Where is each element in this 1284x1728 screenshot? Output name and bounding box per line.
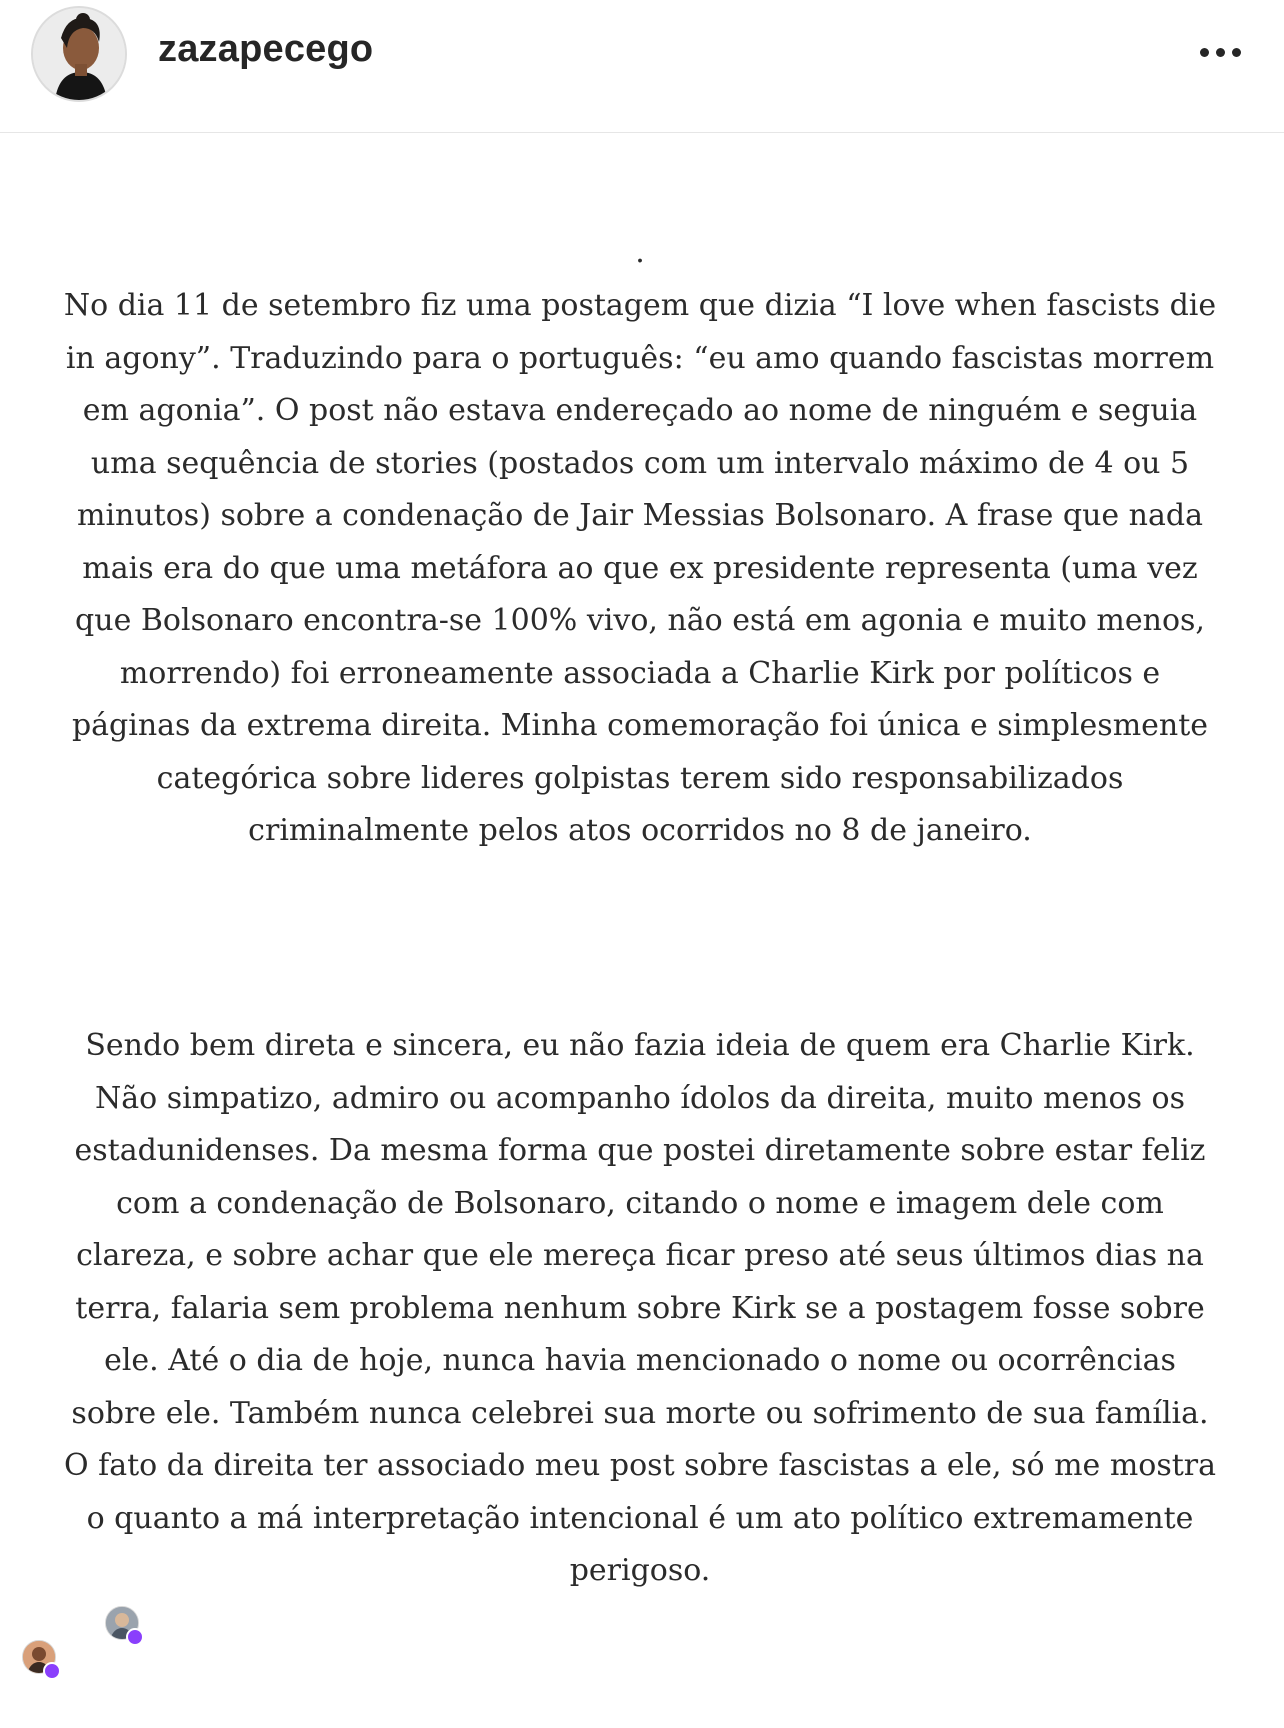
post-header bbox=[0, 0, 1284, 133]
more-dot bbox=[1200, 48, 1209, 57]
post-content bbox=[0, 133, 1284, 1728]
profile-avatar[interactable] bbox=[31, 6, 127, 102]
more-dot bbox=[1232, 48, 1241, 57]
post-paragraph: Sendo bem direta e sincera, eu não fazia ideia de quem era Charlie Kirk. Não simpatizo, admiro ou acompanho ídolos da direita, muito menos os estadunidenses. Da mesma forma que postei diretamente sobre estar feliz com a condenação de Bolsonaro, citando o nome e imagem dele com clareza, e sobre achar que ele mereça ficar preso até seus últimos dias na terra, falaria sem problema nenhum sobre Kirk se a postagem fosse sobre ele. Até o dia de hoje, nunca havia mencionado o nome ou ocorrências sobre ele. Também nunca celebrei sua morte ou sofrimento de sua família. O fato da direita ter associado meu post sobre fascistas a ele, só me mostra o quanto a má interpretação intencional é um ato político extremamente perigoso. bbox=[63, 1028, 1217, 1588]
collaborator-badge-icon bbox=[126, 1628, 144, 1646]
post-paragraph: No dia 11 de setembro fiz uma postagem que dizia “I love when fascists die in agony”. Traduzindo para o português: “eu amo quando fascistas morrem em agonia”. O post não estava endereçado ao nome de ninguém e seguia uma sequência de stories (postados com um intervalo máximo de 4 ou 5 minutos) sobre a condenação de Jair Messias Bolsonaro. A frase que nada mais era do que uma metáfora ao que ex presidente representa (uma vez que Bolsonaro encontra-se 100% vivo, não está em agonia e muito menos, morrendo) foi erroneamente associada a Charlie Kirk por políticos e páginas da extrema direita. Minha comemoração foi única e simplesmente categórica sobre lideres golpistas terem sido responsabilizados criminalmente pelos atos ocorridos no 8 de janeiro. bbox=[63, 288, 1217, 848]
post-separator: . bbox=[635, 235, 645, 270]
collaborator-badge-icon bbox=[43, 1662, 61, 1680]
avatar-icon bbox=[33, 8, 125, 100]
username[interactable]: zazapecego bbox=[158, 28, 374, 70]
more-options-icon[interactable] bbox=[1190, 32, 1250, 72]
more-dot bbox=[1216, 48, 1225, 57]
